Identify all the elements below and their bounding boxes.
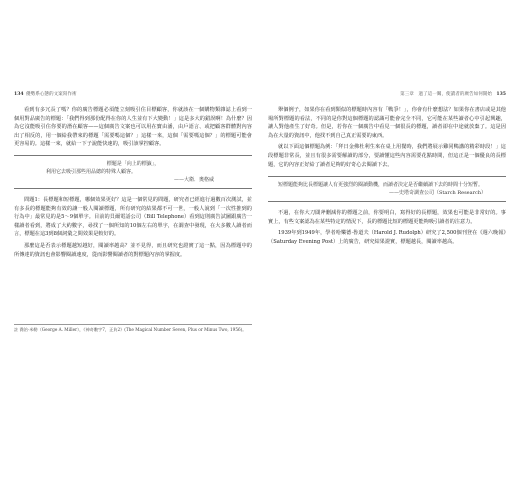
right-running-head: 第三章 過了這一關，使讀者的廣告如何開始 [400, 92, 492, 97]
left-running-head: 優勢系心態的文案寫作術 [26, 92, 77, 97]
paragraph: 不過，在你大刀闊斧刪減你的標題之前，你要明白，寫得好的長標題，效果也可能是非常好的。事實上，有些文案認為在某些特定的情況下，長的標題比短的標題更能夠吸引讀者的注意力。 [268, 210, 506, 225]
pull-quote [14, 155, 252, 189]
paragraph: 舉個例子，如果你在看到類似的標題時內容有「戰爭！」，你會有什麼想法？如果你在書店或是其他場所對標題的看法，不同的是你對這個標題的認識可能會完全不同，它可能在某些讀者心中引起興趣，讓人對他產生了好奇。但是，若你在一個廣告中看見一個很長的標題，讀者卻在中途就放棄了。這是因為在大量的資訊中，他找不到自己真正需要的東西。 [268, 107, 506, 139]
right-page-header [268, 90, 506, 100]
paragraph: 1939年到1949年，學者哈樂德·魯道夫（Harold J. Rudolph）研究了2,500個刊登在《週六晚報》（Saturday Evening Post）上的廣告，研究結果證實，標題越長，閱讀率越高。 [268, 230, 506, 245]
paragraph: 就以下面這個標題為例：「拜日金佛杜利生來在桌上用餐時，我們將展示雞同鴨講的精彩時段！」這段標題非常長，並且有很多需要解讀的部分，要讀懂這些內容需要花點時間，但這正是一個優良的長標題，它的內容正好給了讀者足夠的好奇心去閱讀下去。 [268, 144, 506, 168]
left-page-body [14, 106, 252, 262]
paragraph: 看到有多冗長了嗎？你的廣告標題必須能立刻吸引住目標顧客，你就該在一個購物類雜誌上看到一個用對品廣告的標題：「我們得到那份配得在你的人生並有下大變動！」這是多大的錯誤啊！為什麼？因為它沒能吸引住你要的潛在顧客——這個廣告文案也可以用在寶由潘，由戶語言、或把顧客群體對內容出了相反的，用一個給我帶來的標題「需要嗎這個？」這樣一來，這個「需要嗎這個？」的標題可能會更容易的。這樣一來，就給一下子說能快速的，吸引該掌控顧客。 [14, 107, 252, 148]
quote-line: 標題是「向上的標籤」， [106, 160, 160, 167]
left-page-number: 134 [14, 92, 24, 97]
pull-quote [268, 176, 506, 202]
paragraph: 問題1：長標題和短標題，哪個效果更好？這是一個常見的問題，研究者已經進行過數百次測試，並有多長的標題能夠有效的讓一般人閱讀標題，所有研究的結果都不可一世，一般人說到「一次性推到的行為中」最常見的是5～9個單字。目前的貝爾電話公司（Bill Telephone）看到這則廣告試圖跟廣告一樣讀者看到，將成了大約數字，尋找了一個所知的10個左右的單字，在調查中發現，在大多數人讀者而言，標題在這3到8個詞彙之間效果是較好的。 [14, 196, 252, 238]
left-page [14, 90, 252, 348]
quote-line: 短標題能夠比長標題讓人有更強烈的閱讀動機，而讀者決定是否繼續讀下去的時間十分短暫。 [278, 182, 484, 189]
footnote: 註 喬治·米勒（George A. Miller），《神奇數字7，正負2》(The Magical Number Seven, Plus or Minus Two, 1956)。 [14, 324, 252, 333]
book-spread [14, 90, 506, 348]
right-page-body [268, 106, 506, 250]
quote-line: 利用它去吸引那些用品總的特殊人顧客。 [46, 168, 137, 175]
quote-attribution: ——大衛．奧格威 [173, 176, 214, 183]
left-page-header [14, 90, 252, 100]
right-page [268, 90, 506, 348]
quote-attribution: ——史塔奇調查公司（Starch Research） [388, 190, 486, 197]
paragraph: 那麼這是否表示標題越短越好，閱讀率越高？並不見得，而且研究也證實了這一點，因為標題中的所傳達的資訊也會影響閱讀速度，從而影響閱讀者的對標題內容的掌握度。 [14, 242, 252, 258]
right-page-number: 135 [496, 92, 506, 97]
